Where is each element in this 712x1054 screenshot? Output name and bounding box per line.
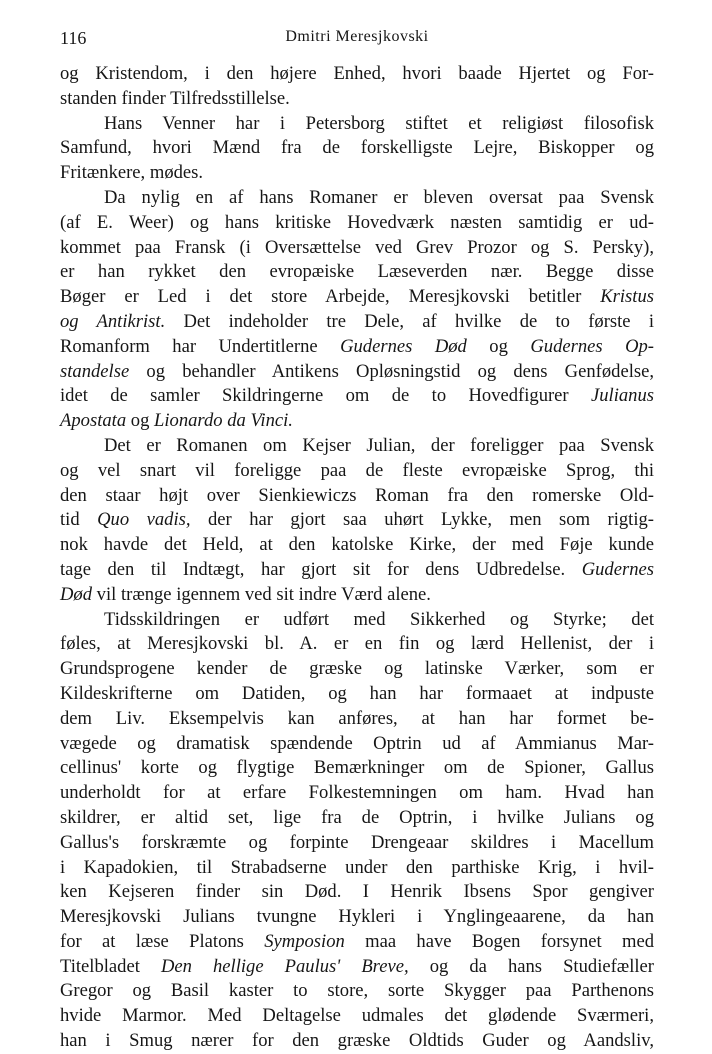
text-segment: og behandler Antikens Opløsningstid og dens Genfødelse, xyxy=(129,360,654,382)
text-line xyxy=(60,508,654,533)
text-line xyxy=(60,657,654,682)
text-segment: hvide Marmor. Med Deltagelse udmales det glødende Sværmeri, xyxy=(60,1005,654,1027)
text-segment: Kildeskrifterne om Datiden, og han har formaaet at indpuste xyxy=(60,682,654,704)
text-segment: Grundsprogene kender de græske og latinske Værker, som er xyxy=(60,658,654,680)
text-line xyxy=(60,236,654,261)
text-line xyxy=(60,632,654,657)
italic-text: Symposion xyxy=(264,930,345,952)
text-line xyxy=(60,335,654,360)
italic-text: Lionardo da Vinci. xyxy=(154,410,293,432)
text-line xyxy=(60,310,654,335)
text-segment: idet de samler Skildringerne om de to Hovedfigurer xyxy=(60,385,591,407)
italic-text: Død xyxy=(60,583,93,605)
text-segment: for at læse Platons xyxy=(60,930,265,952)
text-line xyxy=(60,856,654,881)
text-segment: føles, at Meresjkovski bl. A. er en fin og lærd Hellenist, der i xyxy=(60,633,654,655)
text-segment: og Kristendom, i den højere Enhed, hvori baade Hjertet og For- xyxy=(60,63,654,84)
italic-text: Gudernes Op- xyxy=(530,335,655,357)
text-segment: den staar højt over Sienkiewiczs Roman fra den romerske Old- xyxy=(60,484,654,506)
text-segment: ken Kejseren finder sin Død. I Henrik Ibsens Spor gengiver xyxy=(60,881,654,903)
text-line xyxy=(60,1029,654,1054)
text-segment: Romanform har Undertitlerne xyxy=(60,335,341,357)
text-segment: standen finder Tilfredsstillelse. xyxy=(60,87,290,109)
text-segment: tage den til Indtægt, har gjort sit for dens Udbredelse. xyxy=(60,558,582,580)
text-segment: han i Smug nærer for den græske Oldtids Guder og Aandsliv, xyxy=(60,1030,654,1052)
text-line xyxy=(60,533,654,558)
page-header xyxy=(60,22,654,52)
text-segment: maa have Bogen forsynet med xyxy=(344,930,655,952)
text-segment: Meresjkovski Julians tvungne Hykleri i Ynglingeaarene, da han xyxy=(60,906,654,928)
text-line xyxy=(60,781,654,806)
running-title: Dmitri Meresjkovski xyxy=(285,28,429,45)
text-segment: Samfund, hvori Mænd fra de forskelligste Lejre, Biskopper og xyxy=(60,137,654,159)
text-line xyxy=(60,260,654,285)
text-segment: og xyxy=(126,410,155,432)
text-segment: cellinus' korte og flygtige Bemærkninger om de Spioner, Gallus xyxy=(60,757,654,779)
text-line xyxy=(60,608,654,633)
text-segment: nok havde det Held, at den katolske Kirke, der med Føje kunde xyxy=(60,534,654,556)
text-segment: Det indeholder tre Dele, af hvilke de to første i xyxy=(165,310,654,332)
italic-text: Quo vadis, xyxy=(97,509,191,531)
text-line xyxy=(60,583,654,608)
text-line xyxy=(60,384,654,409)
text-segment: Det er Romanen om Kejser Julian, der foreligger paa Svensk xyxy=(104,434,654,456)
text-segment: Titelbladet xyxy=(60,955,161,977)
text-line xyxy=(60,186,654,211)
text-line xyxy=(60,930,654,955)
text-segment: underholdt for at erfare Folkestemningen om ham. Hvad han xyxy=(60,782,654,804)
italic-text: Julianus xyxy=(590,385,654,407)
text-segment: vil trænge igennem ved sit indre Værd alene. xyxy=(92,583,431,605)
text-segment: der har gjort saa uhørt Lykke, men som rigtig- xyxy=(190,509,654,531)
text-segment: Gallus's forskræmte og forpinte Drengeaar skildres i Macellum xyxy=(60,831,654,853)
italic-text: og Antikrist. xyxy=(60,310,166,332)
text-segment: (af E. Weer) og hans kritiske Hovedværk næsten samtidig er ud- xyxy=(60,211,654,233)
text-segment: og xyxy=(466,335,531,357)
text-segment: Fritænkere, mødes. xyxy=(60,162,204,184)
text-line xyxy=(60,136,654,161)
text-line xyxy=(60,360,654,385)
text-line xyxy=(60,484,654,509)
text-line xyxy=(60,756,654,781)
text-line xyxy=(60,62,654,87)
body-text xyxy=(60,62,654,1054)
text-segment: tid xyxy=(60,509,98,531)
text-line xyxy=(60,831,654,856)
text-line xyxy=(60,955,654,980)
text-line xyxy=(60,434,654,459)
text-segment: og vel snart vil foreligge paa de fleste evropæiske Sprog, thi xyxy=(60,459,654,481)
text-line xyxy=(60,409,654,434)
text-line xyxy=(60,979,654,1004)
text-segment: og da hans Studiefæller xyxy=(408,955,654,977)
text-segment: Bøger er Led i det store Arbejde, Meresjkovski betitler xyxy=(60,286,601,308)
text-line xyxy=(60,732,654,757)
text-segment: vægede og dramatisk spændende Optrin ud af Ammianus Mar- xyxy=(60,732,654,754)
text-line xyxy=(60,112,654,137)
text-line xyxy=(60,880,654,905)
text-segment: Da nylig en af hans Romaner er bleven oversat paa Svensk xyxy=(104,186,654,208)
text-line xyxy=(60,1004,654,1029)
italic-text: Gudernes xyxy=(581,558,654,580)
text-segment: skildrer, er altid set, lige fra de Optrin, i hvilke Julians og xyxy=(60,806,654,828)
text-line xyxy=(60,161,654,186)
text-segment: kommet paa Fransk (i Oversættelse ved Grev Prozor og S. Persky), xyxy=(60,236,654,258)
text-line xyxy=(60,905,654,930)
text-segment: Hans Venner har i Petersborg stiftet et religiøst filosofisk xyxy=(104,112,654,134)
text-segment: dem Liv. Eksempelvis kan anføres, at han har formet be- xyxy=(60,707,654,729)
text-line xyxy=(60,682,654,707)
italic-text: Gudernes Død xyxy=(340,335,467,357)
page-number: 116 xyxy=(60,28,87,48)
text-segment: er han rykket den evropæiske Læseverden nær. Begge disse xyxy=(60,261,654,283)
italic-text: Den hellige Paulus' Breve, xyxy=(160,955,409,977)
italic-text: standelse xyxy=(60,360,130,382)
text-line xyxy=(60,558,654,583)
italic-text: Apostata xyxy=(60,410,127,432)
text-line xyxy=(60,459,654,484)
text-segment: i Kapadokien, til Strabadserne under den parthiske Krig, i hvil- xyxy=(60,856,654,878)
italic-text: Kristus xyxy=(600,286,654,308)
text-line xyxy=(60,806,654,831)
text-line xyxy=(60,707,654,732)
text-segment: Gregor og Basil kaster to store, sorte Skygger paa Parthenons xyxy=(60,980,654,1002)
text-line xyxy=(60,285,654,310)
text-segment: Tidsskildringen er udført med Sikkerhed og Styrke; det xyxy=(104,608,654,630)
text-line xyxy=(60,211,654,236)
text-line xyxy=(60,87,654,112)
